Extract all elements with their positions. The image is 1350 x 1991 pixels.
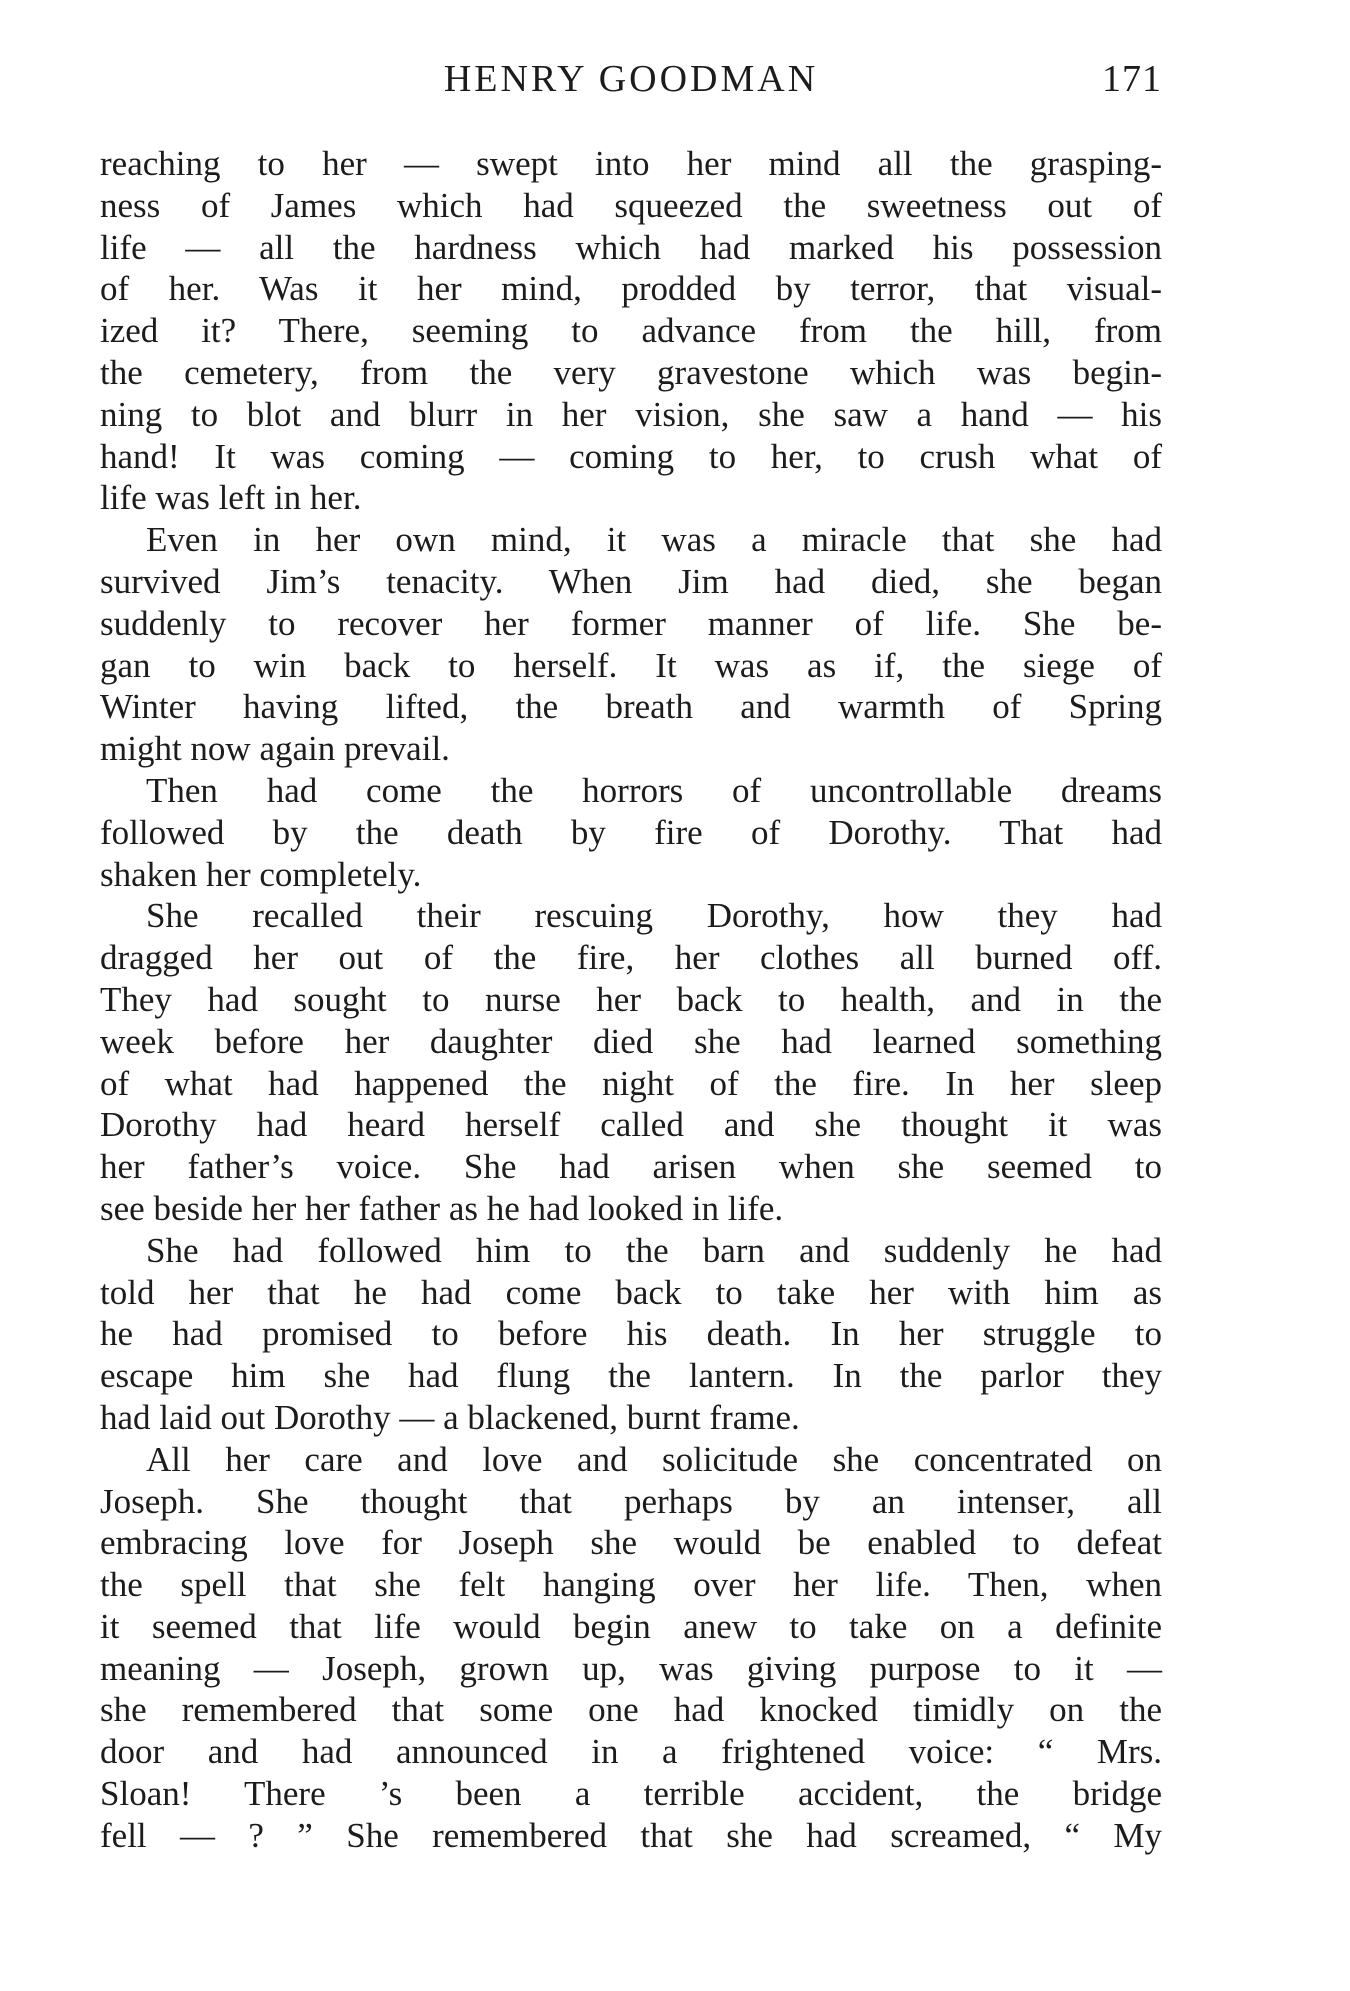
text-line: Winter having lifted, the breath and warmth of Spring (100, 687, 1162, 727)
text-line: survived Jim’s tenacity. When Jim had died, she began (100, 561, 1162, 601)
text-line: She recalled their rescuing Dorothy, how they had (146, 896, 1162, 936)
text-line: of her. Was it her mind, prodded by terror, that visual- (100, 269, 1162, 309)
text-line: escape him she had flung the lantern. In the parlor they (100, 1356, 1162, 1396)
text-line: her father’s voice. She had arisen when she seemed to (100, 1147, 1162, 1187)
text-line: ized it? There, seeming to advance from the hill, from (100, 311, 1162, 351)
running-head-title: HENRY GOODMAN (443, 58, 819, 100)
text-line: suddenly to recover her former manner of life. She be- (100, 603, 1162, 643)
text-line: told her that he had come back to take her with him as (100, 1272, 1162, 1312)
body-text (100, 143, 1162, 1857)
text-line: might now again prevail. (100, 729, 450, 769)
running-head (100, 54, 1162, 104)
text-line: had laid out Dorothy — a blackened, burnt frame. (100, 1397, 800, 1437)
text-line: gan to win back to herself. It was as if, the siege of (100, 645, 1162, 685)
text-line: reaching to her — swept into her mind all the grasping- (100, 144, 1162, 183)
text-line: shaken her completely. (100, 854, 422, 894)
text-line: Joseph. She thought that perhaps by an intenser, all (100, 1481, 1162, 1521)
text-line: She had followed him to the barn and suddenly he had (146, 1230, 1162, 1270)
text-line: the cemetery, from the very gravestone which was begin- (100, 352, 1162, 392)
text-line: see beside her her father as he had looked in life. (100, 1188, 784, 1228)
page-number: 171 (1102, 58, 1162, 100)
text-line: door and had announced in a frightened voice: “ Mrs. (100, 1732, 1162, 1772)
text-line: week before her daughter died she had learned something (100, 1021, 1162, 1061)
text-line: she remembered that some one had knocked timidly on the (100, 1690, 1162, 1730)
text-line: Sloan! There ’s been a terrible accident, the bridge (100, 1774, 1162, 1814)
text-line: it seemed that life would begin anew to take on a definite (100, 1606, 1162, 1646)
text-line: They had sought to nurse her back to health, and in the (100, 979, 1162, 1019)
text-line: dragged her out of the fire, her clothes all burned off. (100, 938, 1162, 978)
text-line: meaning — Joseph, grown up, was giving purpose to it — (100, 1648, 1162, 1688)
text-line: life was left in her. (100, 478, 362, 518)
text-line: ning to blot and blurr in her vision, she saw a hand — his (100, 394, 1162, 434)
text-line: of what had happened the night of the fire. In her sleep (100, 1063, 1162, 1103)
text-line: Even in her own mind, it was a miracle that she had (146, 520, 1162, 560)
text-line: followed by the death by fire of Dorothy. That had (100, 812, 1162, 852)
text-line: the spell that she felt hanging over her life. Then, when (100, 1565, 1162, 1605)
text-line: embracing love for Joseph she would be enabled to defeat (100, 1523, 1162, 1563)
text-line: Then had come the horrors of uncontrollable dreams (146, 770, 1162, 810)
text-line: life — all the hardness which had marked his possession (100, 227, 1162, 267)
text-line: All her care and love and solicitude she concentrated on (146, 1439, 1162, 1479)
text-line: Dorothy had heard herself called and she thought it was (100, 1105, 1162, 1145)
text-line: ness of James which had squeezed the sweetness out of (100, 185, 1162, 225)
text-line: fell — ? ” She remembered that she had screamed, “ My (100, 1815, 1162, 1855)
text-line: hand! It was coming — coming to her, to crush what of (100, 436, 1162, 476)
text-line: he had promised to before his death. In her struggle to (100, 1314, 1162, 1354)
